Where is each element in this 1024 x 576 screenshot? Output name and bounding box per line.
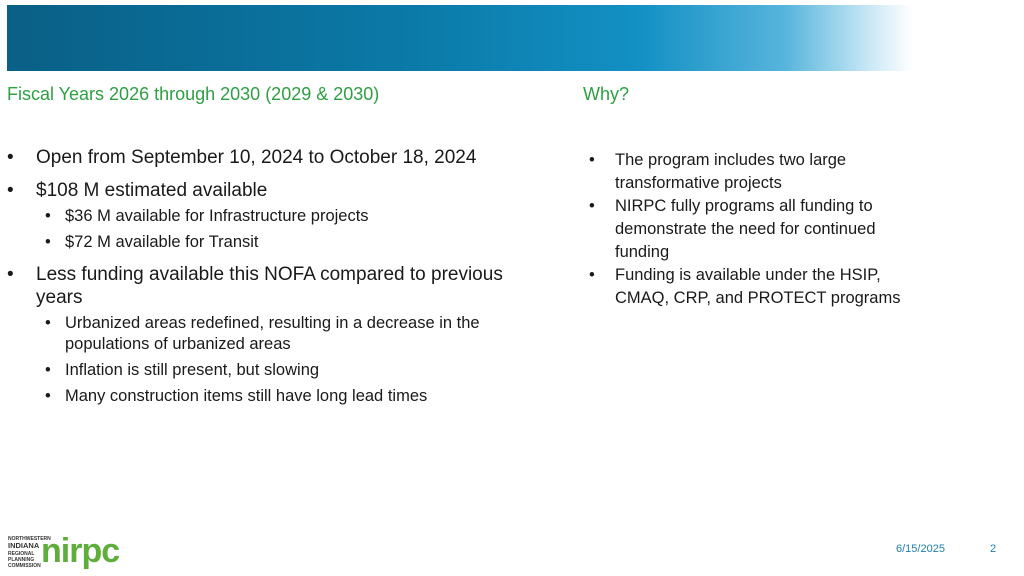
bullet-less-funding: • Less funding available this NOFA compared to previous years bbox=[7, 263, 547, 309]
bullet-transformative-projects: • The program includes two large transformative projects bbox=[589, 149, 919, 195]
logo-line-planning: PLANNING bbox=[8, 557, 35, 563]
logo-line-commission: COMMISSION bbox=[8, 563, 41, 569]
page-number: 2 bbox=[990, 543, 997, 555]
sub-bullet-infrastructure: • $36 M available for Infrastructure projects bbox=[7, 206, 547, 227]
logo-line-northwestern: NORTHWESTERN bbox=[8, 536, 51, 542]
sub-bullet-urbanized-areas: • Urbanized areas redefined, resulting in a decrease in the populations of urbanized areas bbox=[7, 313, 547, 355]
nirpc-logo bbox=[7, 528, 135, 574]
sub-bullet-lead-times: • Many construction items still have long lead times bbox=[7, 386, 547, 407]
sub-bullet-transit: • $72 M available for Transit bbox=[7, 232, 547, 253]
left-heading: Fiscal Years 2026 through 2030 (2029 & 2030) bbox=[7, 84, 380, 104]
bullet-open-dates: • Open from September 10, 2024 to October 18, 2024 bbox=[7, 146, 547, 169]
footer-date: 6/15/2025 bbox=[896, 543, 945, 555]
logo-wordmark: nirpc bbox=[41, 532, 120, 570]
bullet-funding-programs: • Funding is available under the HSIP, CMAQ, CRP, and PROTECT programs bbox=[589, 264, 919, 310]
logo-line-regional: REGIONAL bbox=[8, 551, 35, 557]
header-banner bbox=[7, 5, 913, 71]
left-bullet-list bbox=[7, 146, 547, 412]
bullet-estimated-available: • $108 M estimated available bbox=[7, 179, 547, 202]
right-bullet-list bbox=[589, 149, 919, 310]
right-heading: Why? bbox=[583, 84, 630, 104]
logo-line-indiana: INDIANA bbox=[8, 541, 40, 550]
bullet-programs-all-funding: • NIRPC fully programs all funding to demonstrate the need for continued funding bbox=[589, 195, 919, 264]
sub-bullet-inflation: • Inflation is still present, but slowing bbox=[7, 360, 547, 381]
